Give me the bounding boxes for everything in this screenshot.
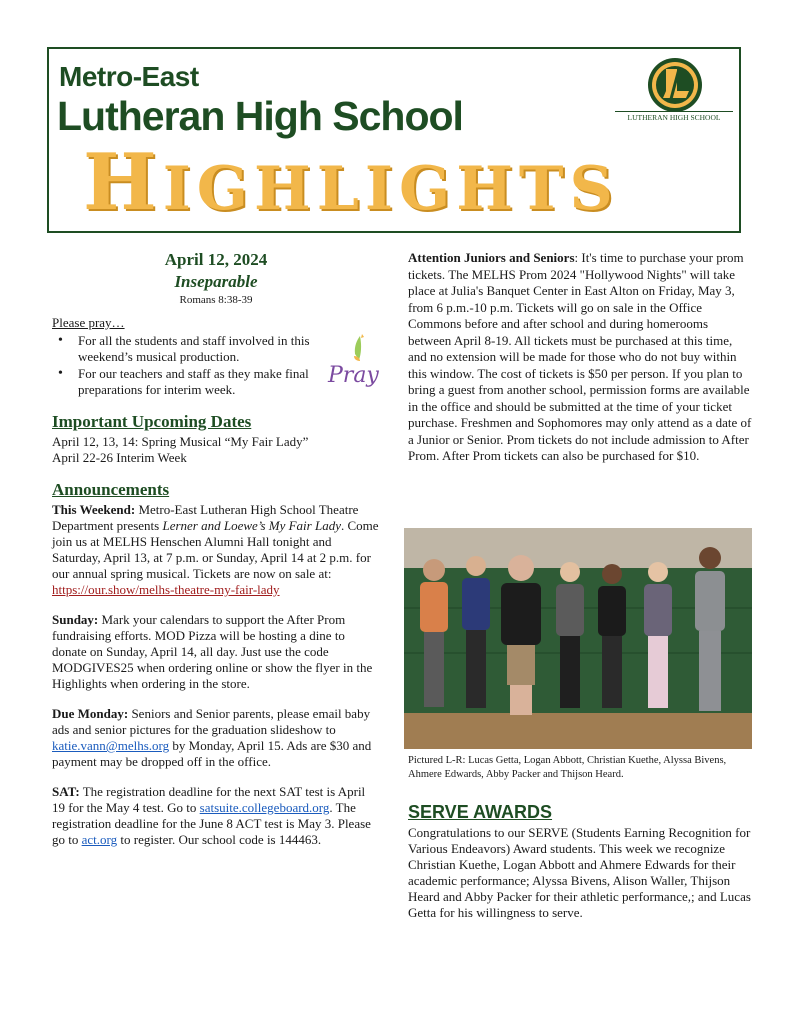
photo-caption: Pictured L-R: Lucas Getta, Logan Abbott, Christian Kuethe, Alyssa Bivens, Ahmere Edwards, Abby Packer and Thijson Heard. (408, 755, 727, 780)
left-column (52, 250, 380, 848)
announcement-lead: Due Monday: (52, 706, 129, 721)
announcement-weekend (52, 502, 380, 598)
upcoming-dates-heading: Important Upcoming Dates (52, 412, 252, 431)
pray-word: Pray (328, 363, 379, 388)
announcement-lead: Sunday: (52, 612, 99, 627)
masthead-highlights-title (83, 137, 619, 228)
serve-awards-text: Congratulations to our SERVE (Students Earning Recognition for Various Endeavors) Award students. This week we recognize Christian Kuethe, Logan Abbott and Ahmere Edwards for their academic performance; Alyssa Bivens, Alison Waller, Thijson Heard and Abby Packer for their athletic performance,; and Lucas Getta for his willingness to serve. (408, 825, 751, 920)
masthead (47, 47, 741, 233)
masthead-school-name: Lutheran High School (57, 93, 463, 139)
issue-date: April 12, 2024 (164, 250, 268, 269)
announcement-text: to register. Our school code is 144463. (117, 832, 322, 847)
announcement-text: Seniors and Senior parents, please email baby ads and senior pictures for the graduation slideshow to (52, 706, 371, 737)
weekly-theme: Inseparable (174, 272, 258, 291)
announcement-text: The registration deadline for the next SAT test is April 19 for the May 4 test. Go to (52, 784, 366, 815)
prayer-item: • For all the students and staff involved in this weekend’s musical production. (52, 333, 314, 365)
pray-label: Please pray… (52, 315, 125, 330)
prayer-list (52, 333, 314, 398)
announcement-text: by Monday, April 15. Ads are $30 and payment may be dropped off in the office. (52, 738, 372, 769)
collegeboard-link[interactable]: satsuite.collegeboard.org (199, 800, 330, 815)
act-link[interactable]: act.org (81, 832, 118, 847)
highlights-rest: IGHLIGHTS (162, 154, 619, 224)
announcement-sunday (52, 612, 380, 692)
logo-caption: LUTHERAN HIGH SCHOOL (615, 111, 733, 122)
announcement-text: Metro-East Lutheran High School Theatre Department presents (52, 502, 359, 533)
announcement-text: . Come join us at MELHS Henschen Alumni Hall tonight and Saturday, April 13, at 7 p.m. or Sunday, April 14 at 2 p.m. for our annual spring musical. Tickets are now on sale at: (52, 518, 379, 581)
serve-awards-heading: SERVE AWARDS (408, 802, 553, 822)
announcement-text: Mark your calendars to support the After Prom fundraising efforts. MOD Pizza will be hosting a dine to donate on Sunday, April 14, all day. Just use the code MODGIVES25 when ordering online or show the flyer in the Highlights when ordering in the store. (52, 612, 373, 691)
email-link[interactable]: katie.vann@melhs.org (52, 738, 170, 753)
tickets-link[interactable]: https://our.show/melhs-theatre-my-fair-lady (52, 582, 280, 597)
prayer-item: • For our teachers and staff as they make final preparations for interim week. (52, 366, 314, 398)
announcement-sat (52, 784, 380, 848)
serve-award-students-photo (404, 528, 752, 749)
announcement-monday (52, 706, 380, 770)
upcoming-date-line: April 12, 13, 14: Spring Musical “My Fair Lady” (52, 434, 309, 449)
right-column (408, 250, 754, 465)
prom-lead: Attention Juniors and Seniors (408, 250, 575, 265)
upcoming-date-line: April 22-26 Interim Week (52, 450, 187, 465)
musical-title: Lerner and Loewe’s My Fair Lady (162, 518, 341, 533)
prom-announcement (408, 250, 754, 465)
prom-text: : It's time to purchase your prom tickets. The MELHS Prom 2024 "Hollywood Nights" will take place at Julia's Banquet Center in East Alton on Friday, May 3, from 6 p.m.-10 p.m. Tickets will go on sale in the Office Commons before and after school and during homerooms between April 8-19. All tickets must be purchased at this time, and no extension will be made for those who do not buy within this window. The cost of tickets is $50 per person. If you plan to bring a guest from another school, permission forms are available in the office and should be submitted at the time of your ticket purchase. Freshmen and Sophomores may only attend as a date of a Junior or Senior. Prom tickets do not include admission to After Prom. After Prom tickets can also be purchased for $10. (408, 250, 752, 463)
praying-hands-icon (324, 330, 384, 390)
theme-verse: Romans 8:38-39 (179, 294, 253, 306)
announcement-text: . The registration deadline for the June 8 ACT test is May 3. Please go to (52, 800, 371, 847)
announcement-lead: This Weekend: (52, 502, 136, 517)
announcements-heading: Announcements (52, 480, 170, 499)
highlights-initial: H (83, 137, 163, 228)
masthead-school-prefix: Metro-East (59, 61, 199, 92)
announcement-lead: SAT: (52, 784, 80, 799)
